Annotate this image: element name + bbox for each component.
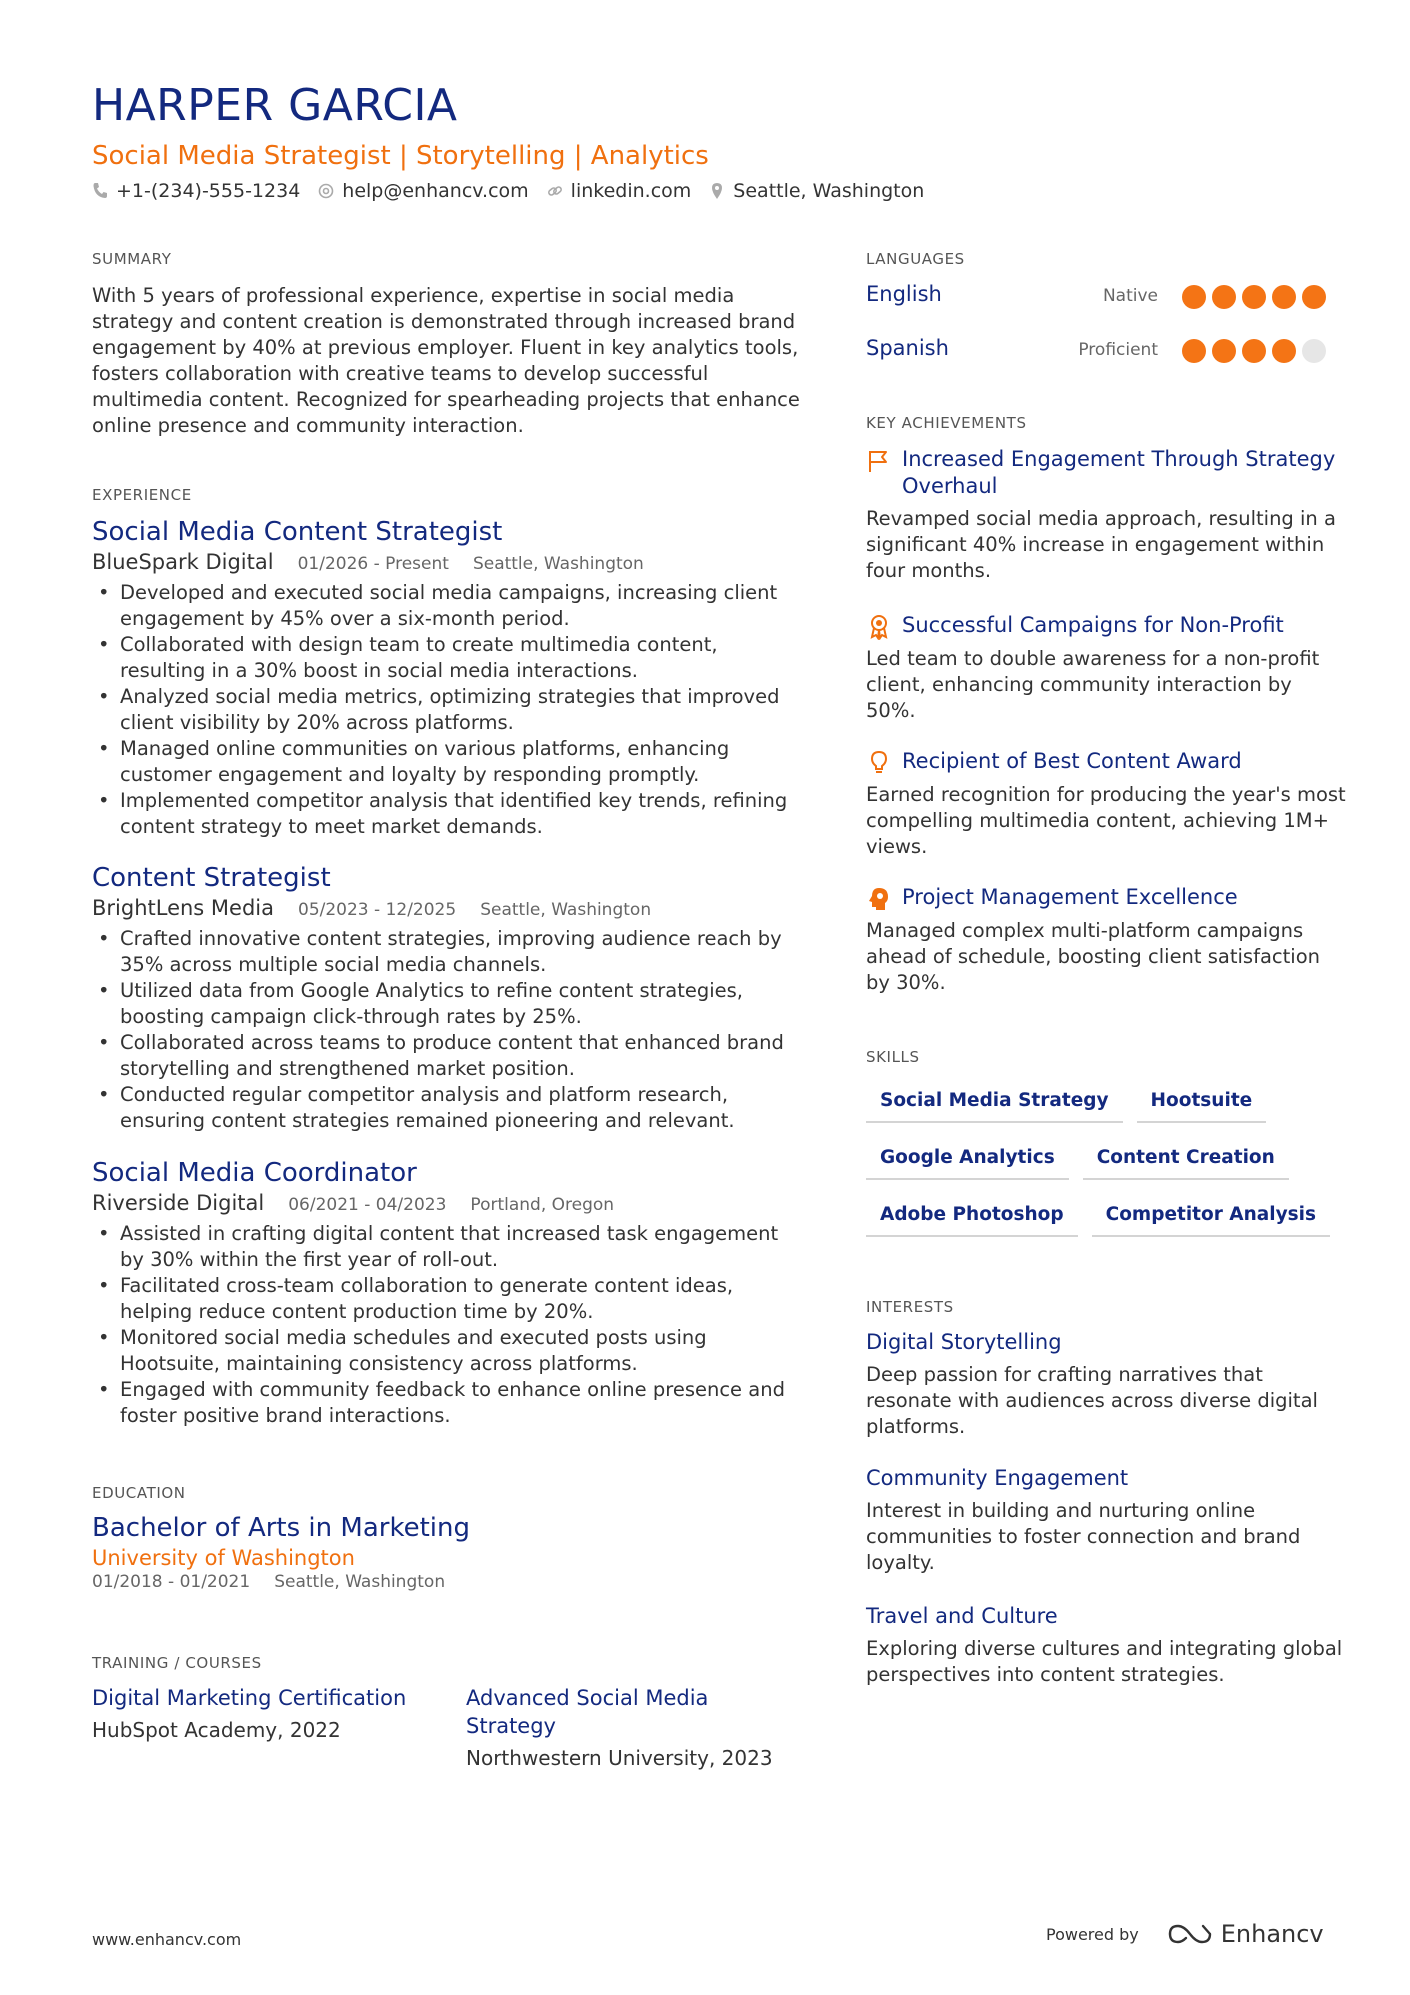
rating-dot-filled <box>1212 339 1236 363</box>
skill-tag: Content Creation <box>1083 1139 1289 1180</box>
location-pin-icon <box>709 182 725 200</box>
interest-item <box>866 1328 1346 1440</box>
course-item <box>92 1684 432 1742</box>
language-row <box>866 282 1326 312</box>
interest-item <box>866 1602 1346 1688</box>
job-meta <box>92 896 802 920</box>
linkedin-text[interactable]: linkedin.com <box>570 180 692 202</box>
interest-desc: Exploring diverse cultures and integrating global perspectives into content strategies. <box>866 1637 1343 1686</box>
job-dates: 01/2026 - Present <box>297 554 449 574</box>
interest-item <box>866 1464 1346 1576</box>
job-location: Portland, Oregon <box>470 1195 615 1215</box>
interest-title: Travel and Culture <box>866 1604 1058 1628</box>
job-bullet: • Collaborated with design team to create multimedia content, resulting in a 30% boost in social media interactions. <box>92 632 802 684</box>
job-dates: 06/2021 - 04/2023 <box>288 1195 447 1215</box>
course-title: Advanced Social Media Strategy <box>466 1686 709 1738</box>
achievement-desc: Led team to double awareness for a non-profit client, enhancing community interaction by 50%. <box>866 647 1320 722</box>
achievement-title: Increased Engagement Through Strategy Overhaul <box>902 447 1336 498</box>
achievement-item <box>866 446 1346 584</box>
experience-heading: EXPERIENCE <box>92 486 192 504</box>
job-dates: 05/2023 - 12/2025 <box>298 900 457 920</box>
achievement-item <box>866 748 1346 860</box>
skill-tag: Hootsuite <box>1137 1082 1267 1123</box>
skill-tag: Social Media Strategy <box>866 1082 1123 1123</box>
rating-dot-filled <box>1242 339 1266 363</box>
interest-desc: Deep passion for crafting narratives that resonate with audiences across diverse digital platforms. <box>866 1363 1318 1438</box>
achievement-title: Project Management Excellence <box>902 885 1238 909</box>
link-icon <box>547 182 563 200</box>
skills-list <box>866 1082 1346 1253</box>
job-meta <box>92 550 802 574</box>
flag-icon <box>866 448 892 474</box>
education-dates: 01/2018 - 01/2021 <box>92 1572 251 1592</box>
skill-tag: Competitor Analysis <box>1092 1196 1330 1237</box>
education-meta <box>92 1572 792 1592</box>
skills-heading: SKILLS <box>866 1048 920 1066</box>
job-bullets <box>92 580 802 840</box>
job-bullet: • Engaged with community feedback to enhance online presence and foster positive brand interactions. <box>92 1377 802 1429</box>
job-title: Social Media Content Strategist <box>92 517 503 547</box>
job-bullets <box>92 926 802 1134</box>
job-bullet: • Facilitated cross-team collaboration to generate content ideas, helping reduce content production time by 20%. <box>92 1273 802 1325</box>
contact-linkedin <box>547 180 692 202</box>
candidate-name: HARPER GARCIA <box>92 80 458 131</box>
skill-tag: Google Analytics <box>866 1139 1069 1180</box>
interest-title: Community Engagement <box>866 1466 1129 1490</box>
phone-icon <box>92 182 108 200</box>
skill-row <box>866 1082 1346 1123</box>
job-bullet: • Crafted innovative content strategies, improving audience reach by 35% across multiple social media channels. <box>92 926 802 978</box>
skill-row <box>866 1196 1346 1237</box>
footer-branding <box>1046 1920 1324 1948</box>
language-rating <box>1182 285 1326 309</box>
interest-desc: Interest in building and nurturing online communities to foster connection and brand loyalty. <box>866 1499 1301 1574</box>
powered-by-label: Powered by <box>1046 1924 1139 1944</box>
phone-text[interactable]: +1-(234)-555-1234 <box>116 180 301 202</box>
education-heading: EDUCATION <box>92 1484 186 1502</box>
email-text[interactable]: help@enhancv.com <box>342 180 529 202</box>
job-bullet: • Monitored social media schedules and executed posts using Hootsuite, maintaining consistency across platforms. <box>92 1325 802 1377</box>
job-bullet: • Utilized data from Google Analytics to refine content strategies, boosting campaign click-through rates by 25%. <box>92 978 802 1030</box>
job-bullet: • Developed and executed social media campaigns, increasing client engagement by 45% over a six-month period. <box>92 580 802 632</box>
rating-dot-empty <box>1302 339 1326 363</box>
at-icon <box>318 182 334 200</box>
job-bullet: • Assisted in crafting digital content that increased task engagement by 30% within the first year of roll-out. <box>92 1221 802 1273</box>
achievement-desc: Managed complex multi-platform campaigns ahead of schedule, boosting client satisfaction by 30%. <box>866 919 1320 994</box>
job-bullet: • Analyzed social media metrics, optimizing strategies that improved client visibility by 20% across platforms. <box>92 684 802 736</box>
rating-dot-filled <box>1212 285 1236 309</box>
contact-phone <box>92 180 300 202</box>
language-rating <box>1182 339 1326 363</box>
job-bullet: • Implemented competitor analysis that identified key trends, refining content strategy to meet market demands. <box>92 788 802 840</box>
company-name: BlueSpark Digital <box>92 550 274 574</box>
brand-logo[interactable] <box>1167 1920 1324 1948</box>
language-level: Proficient <box>1078 340 1158 360</box>
education-item <box>92 1512 792 1592</box>
job-bullet: • Collaborated across teams to produce content that enhanced brand storytelling and strengthened market position. <box>92 1030 802 1082</box>
experience-item <box>92 862 802 1134</box>
rating-dot-filled <box>1272 339 1296 363</box>
lightbulb-icon <box>866 750 892 776</box>
course-org: HubSpot Academy, 2022 <box>92 1718 341 1742</box>
languages-heading: LANGUAGES <box>866 250 965 268</box>
skill-row <box>866 1139 1346 1180</box>
job-meta <box>92 1191 802 1215</box>
achievement-desc: Earned recognition for producing the year's most compelling multimedia content, achieving 1M+ views. <box>866 783 1346 858</box>
rating-dot-filled <box>1182 285 1206 309</box>
award-ribbon-icon <box>866 614 892 640</box>
footer-website[interactable]: www.enhancv.com <box>92 1930 242 1949</box>
rating-dot-filled <box>1302 285 1326 309</box>
contact-location <box>709 180 924 202</box>
achievement-item <box>866 884 1346 996</box>
rating-dot-filled <box>1182 339 1206 363</box>
skill-tag: Adobe Photoshop <box>866 1196 1078 1237</box>
contact-email <box>318 180 528 202</box>
training-heading: TRAINING / COURSES <box>92 1654 262 1672</box>
experience-item <box>92 1157 802 1429</box>
rating-dot-filled <box>1272 285 1296 309</box>
job-title: Social Media Coordinator <box>92 1158 417 1188</box>
job-bullet: • Managed online communities on various platforms, enhancing customer engagement and loyalty by responding promptly. <box>92 736 802 788</box>
company-name: BrightLens Media <box>92 896 274 920</box>
achievement-desc: Revamped social media approach, resulting in a significant 40% increase in engagement within four months. <box>866 507 1336 582</box>
summary-text: With 5 years of professional experience, expertise in social media strategy and content creation is demonstrated through increased brand engagement by 40% at previous employer. Fluent in key analytics tools, fosters collaboration with creative teams to develop successful multimedia content. Recognized for spearheading projects that enhance online presence and community interaction. <box>92 284 800 437</box>
course-title: Digital Marketing Certification <box>92 1686 407 1710</box>
course-org: Northwestern University, 2023 <box>466 1746 773 1770</box>
job-location: Seattle, Washington <box>480 900 652 920</box>
language-level: Native <box>1102 286 1158 306</box>
job-bullets <box>92 1221 802 1429</box>
course-item <box>466 1684 806 1770</box>
achievement-title: Successful Campaigns for Non-Profit <box>902 613 1284 637</box>
interests-heading: INTERESTS <box>866 1298 954 1316</box>
job-location: Seattle, Washington <box>472 554 644 574</box>
education-location: Seattle, Washington <box>274 1572 446 1592</box>
company-name: Riverside Digital <box>92 1191 265 1215</box>
job-title: Content Strategist <box>92 863 331 893</box>
brand-name: Enhancv <box>1220 1920 1324 1948</box>
language-name: English <box>866 282 942 306</box>
achievement-title: Recipient of Best Content Award <box>902 749 1242 773</box>
summary-heading: SUMMARY <box>92 250 172 268</box>
rating-dot-filled <box>1242 285 1266 309</box>
candidate-headline: Social Media Strategist | Storytelling | Analytics <box>92 141 709 171</box>
experience-item <box>92 516 802 840</box>
school: University of Washington <box>92 1546 355 1570</box>
degree: Bachelor of Arts in Marketing <box>92 1513 470 1543</box>
language-name: Spanish <box>866 336 949 360</box>
interest-title: Digital Storytelling <box>866 1330 1062 1354</box>
enhancv-logo-icon <box>1167 1922 1213 1946</box>
head-gear-icon <box>866 886 892 912</box>
language-row <box>866 336 1326 366</box>
achievements-heading: KEY ACHIEVEMENTS <box>866 414 1027 432</box>
achievement-item <box>866 612 1346 724</box>
location-text: Seattle, Washington <box>733 180 925 202</box>
contact-bar <box>92 180 924 202</box>
job-bullet: • Conducted regular competitor analysis and platform research, ensuring content strategies remained pioneering and relevant. <box>92 1082 802 1134</box>
